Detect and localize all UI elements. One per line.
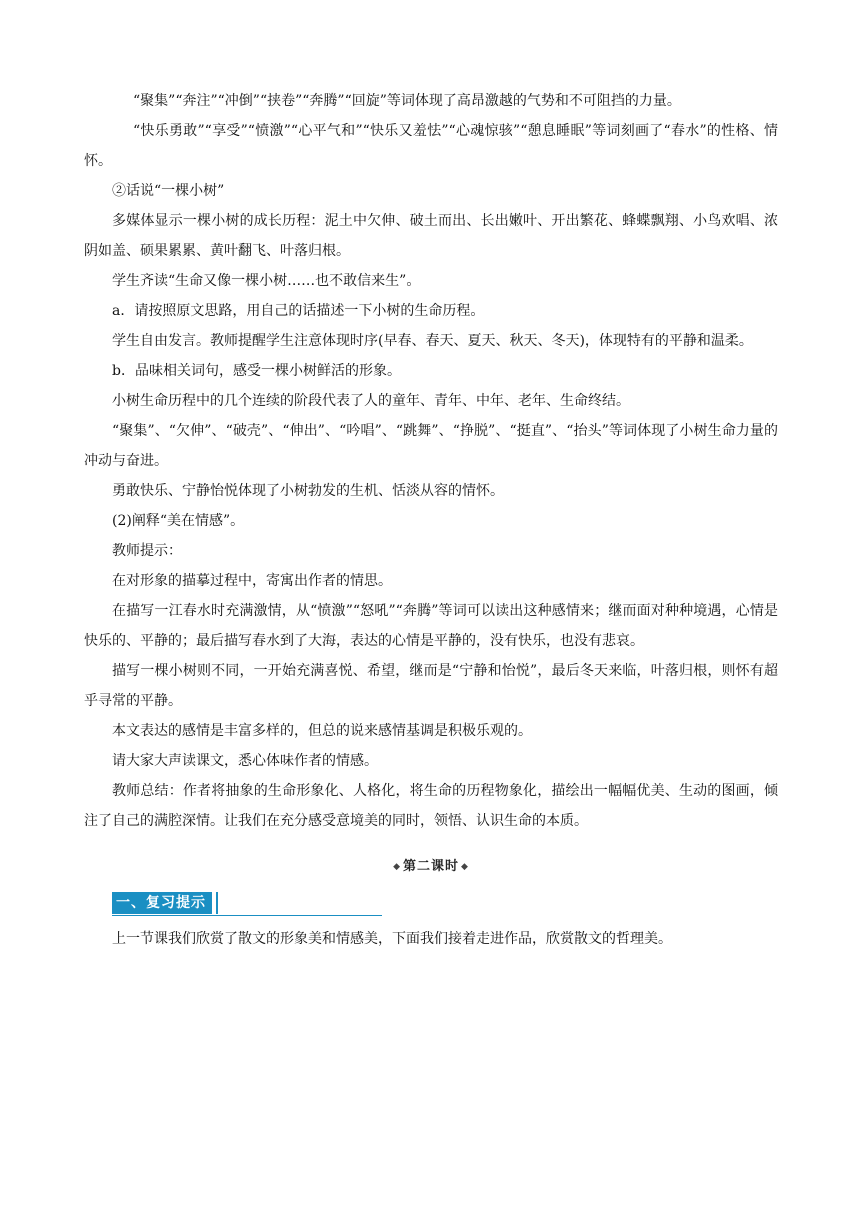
document-page (84, 86, 778, 954)
paragraph: 教师总结：作者将抽象的生命形象化、人格化，将生命的历程物象化，描绘出一幅幅优美、生动的图画，倾注了自己的满腔深情。让我们在充分感受意境美的同时，领悟、认识生命的本质。 (84, 783, 778, 829)
section-heading-label: 一、复习提示 (112, 892, 212, 914)
paragraph: 在描写一江春水时充满激情，从“愤激”“怒吼”“奔腾”等词可以读出这种感情来；继而面对种种境遇，心情是快乐的、平静的；最后描写春水到了大海，表达的心情是平静的，没有快乐，也没有悲哀。 (84, 603, 778, 649)
paragraph: “聚集”、“欠伸”、“破壳”、“伸出”、“吟唱”、“跳舞”、“挣脱”、“挺直”、“抬头”等词体现了小树生命力量的冲动与奋进。 (84, 423, 778, 469)
heading-underline (112, 915, 382, 916)
question: a．请按照原文思路，用自己的话描述一下小树的生命历程。 (112, 303, 485, 319)
section-heading (112, 892, 778, 918)
paragraph: “快乐勇敢”“享受”“愤激”“心平气和”“快乐又羞怯”“心魂惊骇”“憩息睡眠”等词刻画了“春水”的性格、情怀。 (84, 123, 778, 169)
section-body: 上一节课我们欣赏了散文的形象美和情感美，下面我们接着走进作品，欣赏散文的哲理美。 (112, 931, 672, 947)
paragraph: 多媒体显示一棵小树的成长历程：泥土中欠伸、破土而出、长出嫩叶、开出繁花、蜂蝶飘翔、小鸟欢唱、浓阴如盖、硕果累累、黄叶翻飞、叶落归根。 (84, 213, 778, 259)
paragraph: 本文表达的感情是丰富多样的，但总的说来感情基调是积极乐观的。 (112, 723, 532, 739)
heading-tick-mark (216, 892, 218, 914)
paragraph: 在对形象的描摹过程中，寄寓出作者的情思。 (112, 573, 392, 589)
subheading: (2)阐释“美在情感”。 (112, 513, 245, 529)
lesson-divider (84, 850, 778, 880)
paragraph: 学生自由发言。教师提醒学生注意体现时序(早春、春天、夏天、秋天、冬天)，体现特有的平静和温柔。 (112, 333, 753, 349)
paragraph: 小树生命历程中的几个连续的阶段代表了人的童年、青年、中年、老年、生命终结。 (112, 393, 630, 409)
diamond-icon: ◆ (393, 862, 401, 872)
paragraph: “聚集”“奔注”“冲倒”“挟卷”“奔腾”“回旋”等词体现了高昂激越的气势和不可阻挡的力量。 (133, 93, 681, 109)
question: b．品味相关词句，感受一棵小树鲜活的形象。 (112, 363, 401, 379)
subheading: ②话说“一棵小树” (112, 183, 225, 199)
paragraph: 请大家大声读课文，悉心体味作者的情感。 (112, 753, 378, 769)
paragraph: 描写一棵小树则不同，一开始充满喜悦、希望，继而是“宁静和怡悦”，最后冬天来临，叶落归根，则怀有超乎寻常的平静。 (84, 663, 778, 709)
paragraph: 学生齐读“生命又像一棵小树……也不敢信来生”。 (112, 273, 421, 289)
paragraph: 教师提示： (112, 543, 182, 559)
diamond-icon: ◆ (461, 862, 469, 872)
paragraph: 勇敢快乐、宁静怡悦体现了小树勃发的生机、恬淡从容的情怀。 (112, 483, 504, 499)
lesson-title: 第二课时 (402, 859, 459, 874)
